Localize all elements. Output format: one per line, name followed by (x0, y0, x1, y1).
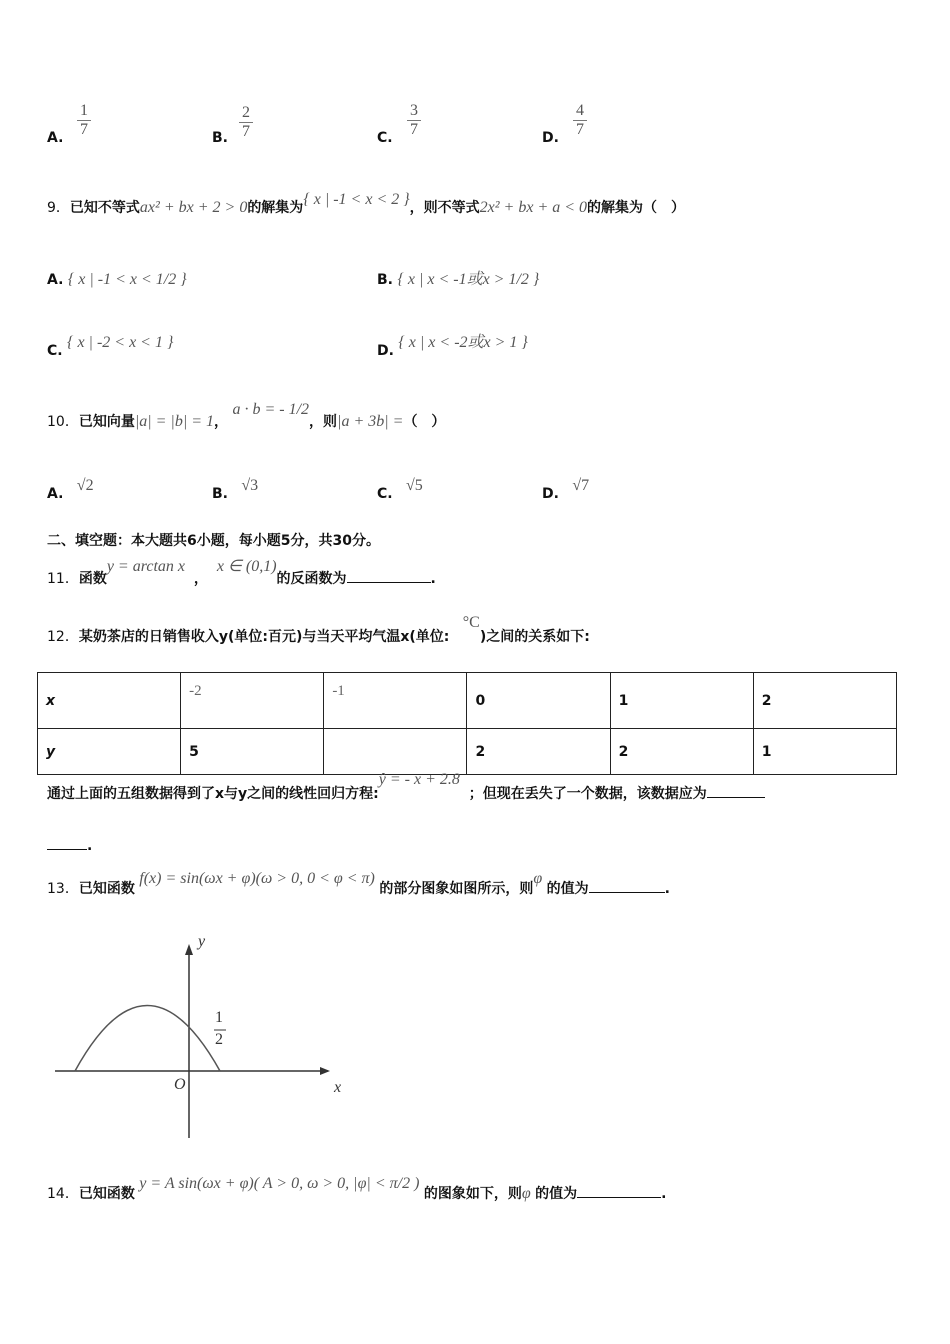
answer-blank[interactable] (347, 568, 431, 583)
q10-option-d (542, 477, 590, 504)
math: |a + 3b| = (337, 413, 404, 430)
data-table (37, 672, 897, 775)
table-cell: -2 (181, 673, 324, 729)
math: { x | -1 < x < 2 } (303, 191, 410, 208)
table-cell: 2 (753, 673, 896, 729)
label: D. (542, 486, 559, 502)
function-graph (0, 920, 380, 1150)
origin-label: O (174, 1076, 186, 1093)
table-cell: x (38, 673, 181, 729)
text: 函数 (78, 571, 107, 587)
math: y = A sin(ωx + φ)( A > 0, ω > 0, |φ| < π/2 ) (139, 1175, 420, 1192)
y-axis-arrow-icon (185, 944, 193, 955)
text: 的部分图象如图所示，则 (379, 881, 534, 897)
text: ，则 (309, 414, 338, 430)
text: 已知函数 (78, 881, 135, 897)
q-number: 10． (47, 414, 79, 430)
q8-option-c-fraction (407, 102, 421, 139)
label: B. (377, 272, 393, 288)
text: （ ） (403, 414, 446, 430)
table-cell: 1 (753, 729, 896, 775)
y-axis-label: y (198, 933, 206, 950)
label: B. (212, 486, 228, 502)
q8-option-b-fraction (239, 104, 253, 141)
numerator: 4 (576, 102, 584, 119)
half-numerator: 1 (215, 1009, 223, 1026)
denominator: 7 (239, 122, 253, 141)
math: a · b = - 1/2 (232, 401, 310, 418)
q8-option-a-fraction (77, 102, 91, 139)
label: C. (47, 343, 63, 359)
table-cell: 0 (467, 673, 610, 729)
q10-option-b (212, 477, 259, 504)
question-11 (47, 558, 436, 589)
table-cell: y (38, 729, 181, 775)
unit-celsius: °C (462, 614, 480, 631)
text: . (661, 1186, 667, 1202)
label: D. (377, 343, 394, 359)
table-row (38, 673, 897, 729)
answer-blank[interactable] (577, 1183, 661, 1198)
math: ŷ = - x + 2.8 (378, 771, 460, 788)
half-denominator: 2 (215, 1031, 223, 1048)
text: ， (214, 414, 229, 430)
math: { x | -2 < x < 1 } (67, 334, 174, 351)
answer-blank[interactable] (589, 878, 665, 893)
math: f(x) = sin(ωx + φ)(ω > 0, 0 < φ < π) (139, 870, 375, 887)
denominator: 7 (77, 120, 91, 139)
q8-option-d-label: D. (542, 130, 559, 146)
math: y = arctan x (106, 558, 186, 575)
table-cell: 2 (467, 729, 610, 775)
math: { x | x < -2或x > 1 } (398, 334, 528, 351)
q12-regression-line (47, 771, 765, 804)
math: √3 (241, 477, 259, 494)
math: φ (521, 1185, 531, 1202)
denominator: 7 (573, 120, 587, 139)
q8-option-d-fraction (573, 102, 587, 139)
text: 已知不等式 (69, 200, 140, 216)
text: 的值为 (535, 1186, 578, 1202)
math: { x | -1 < x < 1/2 } (67, 271, 187, 288)
q8-option-c-label: C. (377, 130, 393, 146)
q10-option-c (377, 477, 423, 504)
label: C. (377, 486, 393, 502)
q12-blank-continuation (47, 835, 92, 856)
label: A. (47, 272, 64, 288)
q8-option-a-label: A. (47, 130, 64, 146)
math: { x | x < -1或x > 1/2 } (397, 271, 540, 288)
math: √2 (76, 477, 94, 494)
sine-curve (75, 1006, 220, 1072)
text: 的解集为（ ） (587, 200, 686, 216)
x-axis-arrow-icon (320, 1067, 330, 1075)
table-row (38, 729, 897, 775)
text: 某奶茶店的日销售收入y(单位:百元)与当天平均气温x(单位: (78, 629, 450, 645)
question-9 (47, 191, 686, 218)
text: 的反函数为 (276, 571, 347, 587)
text: ， (193, 571, 208, 587)
q9-option-d (377, 334, 528, 361)
table-cell: 2 (610, 729, 753, 775)
table-cell (324, 729, 467, 775)
numerator: 2 (242, 104, 250, 121)
q9-option-a (47, 270, 187, 290)
numerator: 3 (410, 102, 418, 119)
text: . (664, 881, 670, 897)
table-cell: 1 (610, 673, 753, 729)
text: 通过上面的五组数据得到了x与y之间的线性回归方程: (47, 786, 379, 802)
denominator: 7 (407, 120, 421, 139)
q-number: 12． (47, 629, 79, 645)
text: 的值为 (546, 881, 589, 897)
math: |a| = |b| = 1 (134, 413, 215, 430)
q9-option-c (47, 334, 174, 361)
question-14 (47, 1175, 667, 1204)
section-heading: 二、填空题：本大题共6小题，每小题5分，共30分。 (47, 533, 380, 549)
math: 2x² + bx + a < 0 (479, 199, 588, 216)
answer-blank[interactable] (707, 783, 765, 798)
math: √5 (405, 477, 423, 494)
text: 已知向量 (78, 414, 135, 430)
question-10 (47, 401, 446, 432)
label: A. (47, 486, 64, 502)
q8-option-b-label: B. (212, 130, 228, 146)
math: ax² + bx + 2 > 0 (139, 199, 248, 216)
numerator: 1 (80, 102, 88, 119)
text: 的解集为 (247, 200, 304, 216)
q9-option-b (377, 270, 539, 290)
text: ，则不等式 (409, 200, 480, 216)
text: ；但现在丢失了一个数据，该数据应为 (468, 786, 707, 802)
question-12 (47, 614, 590, 647)
q-number: 13． (47, 881, 79, 897)
q-number: 11． (47, 571, 79, 587)
text: )之间的关系如下: (479, 629, 590, 645)
q-number: 9． (47, 200, 70, 216)
math: x ∈ (0,1) (216, 558, 277, 575)
text: . (87, 838, 93, 854)
x-axis-label: x (334, 1079, 342, 1096)
question-13 (47, 870, 670, 899)
math: √7 (572, 477, 590, 494)
text: . (430, 571, 436, 587)
table-cell: -1 (324, 673, 467, 729)
q-number: 14． (47, 1186, 79, 1202)
math: φ (533, 870, 543, 887)
answer-blank[interactable] (47, 835, 87, 850)
table-cell: 5 (181, 729, 324, 775)
text: 的图象如下，则 (423, 1186, 522, 1202)
text: 已知函数 (78, 1186, 135, 1202)
q10-option-a (47, 477, 94, 504)
